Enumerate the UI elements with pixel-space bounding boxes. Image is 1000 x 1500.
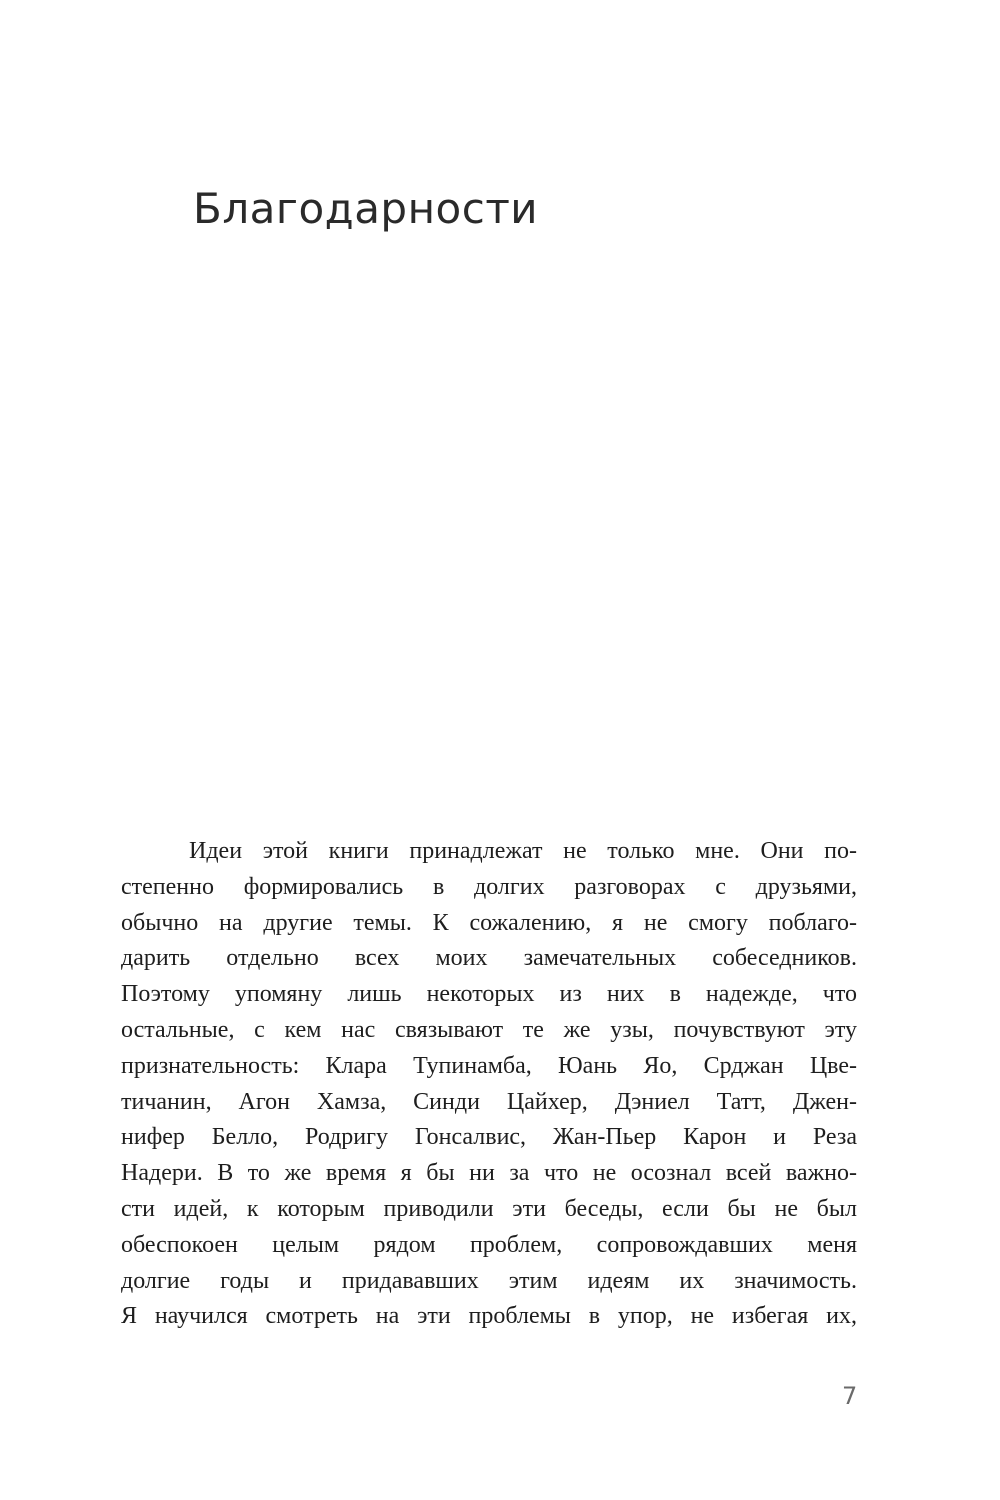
text-line: тичанин, Агон Хамза, Синди Цайхер, Дэниел Татт, Джен- — [121, 1088, 857, 1115]
text-line: Я научился смотреть на эти проблемы в упор, не избегая их, — [121, 1303, 857, 1330]
chapter-title: Благодарности — [193, 184, 539, 233]
text-line: Поэтому упомяну лишь некоторых из них в надежде, что — [121, 981, 857, 1008]
text-line: обычно на другие темы. К сожалению, я не смогу поблаго- — [121, 909, 857, 936]
text-line: остальные, с кем нас связывают те же узы, почувствуют эту — [121, 1016, 857, 1043]
text-line: сти идей, к которым приводили эти беседы, если бы не был — [121, 1195, 857, 1222]
text-line: долгие годы и придававших этим идеям их значимость. — [121, 1267, 857, 1294]
text-line: Надери. В то же время я бы ни за что не осознал всей важно- — [121, 1160, 857, 1187]
text-line: дарить отдельно всех моих замечательных собеседников. — [121, 945, 857, 972]
body-paragraph — [121, 834, 857, 1335]
text-line: признательность: Клара Тупинамба, Юань Яо, Срджан Цве- — [121, 1052, 857, 1079]
text-line: нифер Белло, Родригу Гонсалвис, Жан-Пьер Карон и Реза — [121, 1124, 857, 1151]
text-line: Идеи этой книги принадлежат не только мне. Они по- — [189, 838, 857, 864]
text-line: степенно формировались в долгих разговорах с друзьями, — [121, 873, 857, 900]
text-line: обеспокоен целым рядом проблем, сопровождавших меня — [121, 1231, 857, 1258]
page-number: 7 — [842, 1382, 858, 1410]
